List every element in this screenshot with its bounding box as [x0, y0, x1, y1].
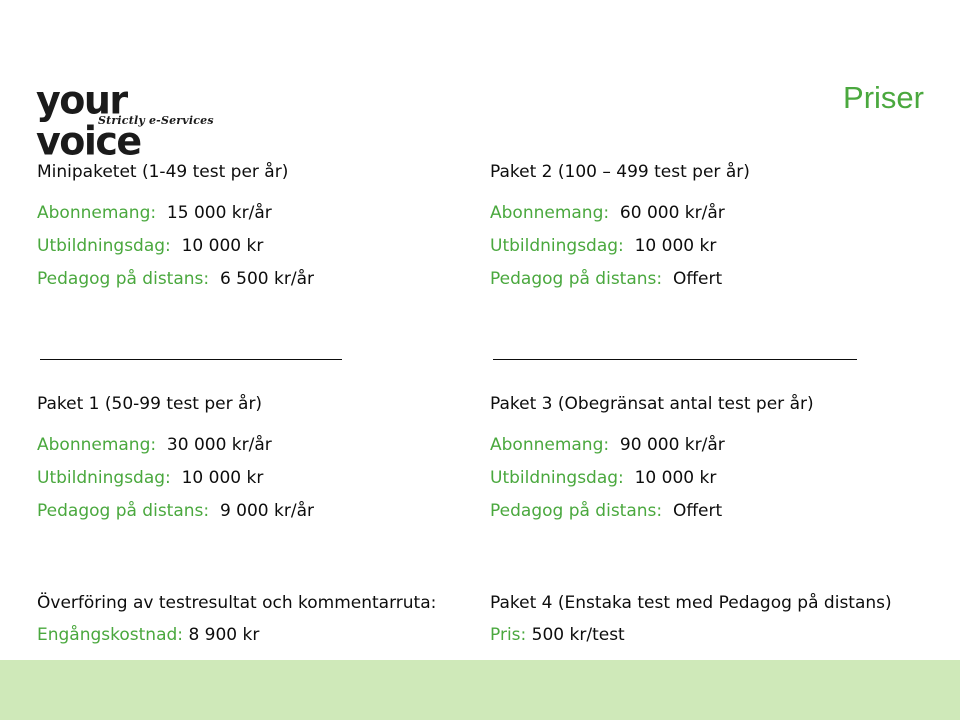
logo [36, 77, 216, 164]
price-row [37, 230, 314, 263]
price-value: 30 000 kr/år [166, 435, 272, 455]
package-heading: Paket 2 (100 – 499 test per år) [490, 162, 750, 182]
price-row [490, 619, 892, 651]
price-row [490, 263, 750, 296]
price-label: Pris: [490, 625, 527, 645]
price-label: Engångskostnad: [37, 625, 184, 645]
price-value: 10 000 kr [181, 236, 264, 256]
package-4 [490, 587, 892, 651]
price-row [490, 495, 814, 528]
price-row [37, 429, 314, 462]
price-row [490, 197, 750, 230]
package-3 [490, 388, 814, 528]
price-row [490, 462, 814, 495]
price-row [37, 495, 314, 528]
price-row [37, 197, 314, 230]
transfer-cost [37, 587, 436, 651]
price-label: Utbildningsdag: [490, 236, 624, 256]
logo-tagline: Strictly e-Services [98, 114, 214, 127]
price-label: Abonnemang: [490, 203, 610, 223]
price-label: Pedagog på distans: [37, 501, 210, 521]
logo-wordmark: your voice [36, 77, 141, 164]
footer-band [0, 660, 960, 720]
price-row [37, 263, 314, 296]
package-heading: Minipaketet (1-49 test per år) [37, 162, 289, 182]
price-value: Offert [672, 501, 723, 521]
price-label: Pedagog på distans: [37, 269, 210, 289]
package-heading: Paket 3 (Obegränsat antal test per år) [490, 394, 814, 414]
package-1 [37, 388, 314, 528]
divider-left [40, 359, 342, 360]
price-value: 9 000 kr/år [219, 501, 314, 521]
price-value: 60 000 kr/år [619, 203, 725, 223]
price-row [37, 619, 436, 651]
price-value: 6 500 kr/år [219, 269, 314, 289]
price-value: 8 900 kr [188, 625, 260, 645]
package-2 [490, 156, 750, 296]
price-value: Offert [672, 269, 723, 289]
price-label: Utbildningsdag: [490, 468, 624, 488]
page-title: Priser [843, 80, 924, 115]
price-row [490, 429, 814, 462]
price-row [37, 462, 314, 495]
transfer-heading: Överföring av testresultat och kommentarruta: [37, 593, 437, 613]
divider-right [493, 359, 857, 360]
price-label: Utbildningsdag: [37, 468, 171, 488]
price-value: 90 000 kr/år [619, 435, 725, 455]
price-value: 10 000 kr [634, 468, 717, 488]
price-label: Abonnemang: [37, 203, 157, 223]
price-label: Pedagog på distans: [490, 269, 663, 289]
package-heading: Paket 4 (Enstaka test med Pedagog på distans) [490, 593, 892, 613]
price-label: Abonnemang: [490, 435, 610, 455]
price-label: Pedagog på distans: [490, 501, 663, 521]
price-row [490, 230, 750, 263]
price-value: 500 kr/test [531, 625, 625, 645]
package-mini [37, 156, 314, 296]
price-value: 10 000 kr [634, 236, 717, 256]
package-heading: Paket 1 (50-99 test per år) [37, 394, 263, 414]
price-label: Utbildningsdag: [37, 236, 171, 256]
price-value: 10 000 kr [181, 468, 264, 488]
price-value: 15 000 kr/år [166, 203, 272, 223]
price-label: Abonnemang: [37, 435, 157, 455]
